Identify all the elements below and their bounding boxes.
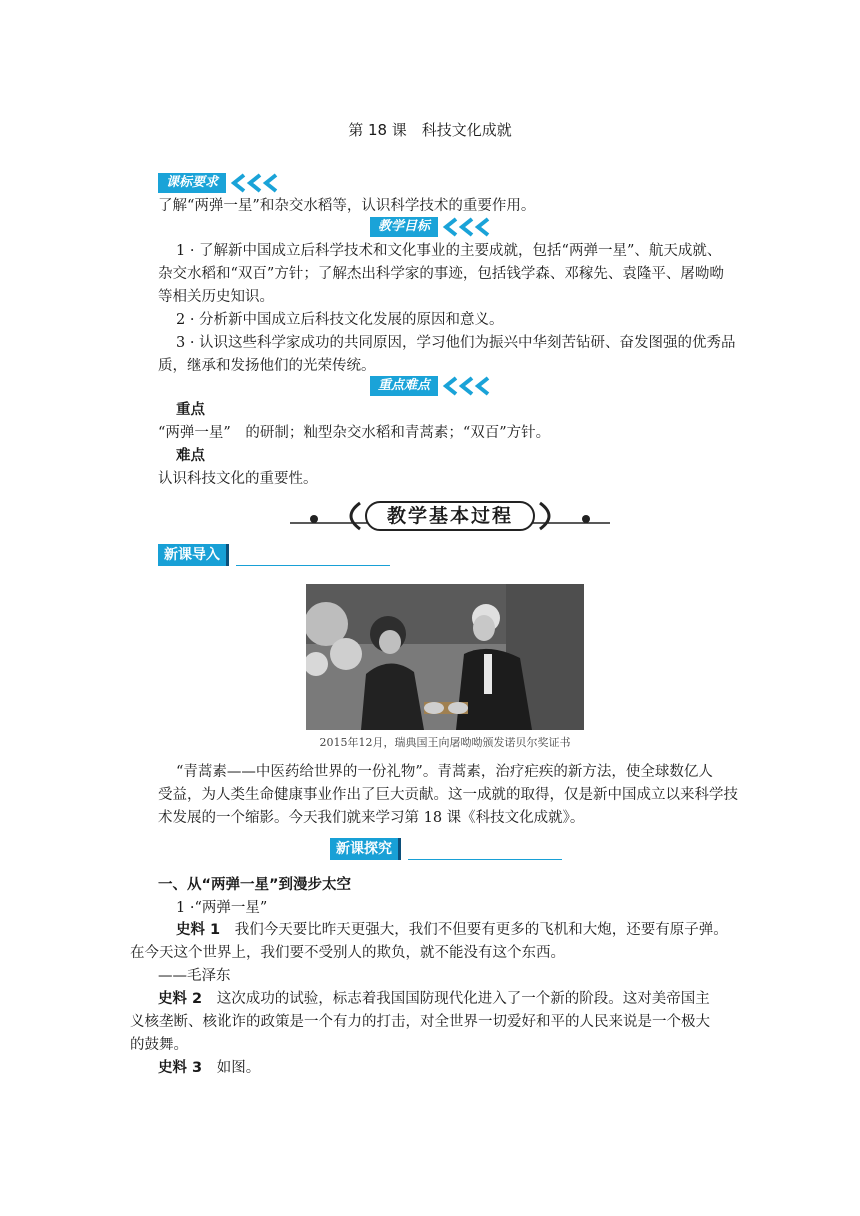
- source-3-line: [158, 1057, 260, 1079]
- section1-sub1: 1 ·“两弹一星”: [176, 900, 268, 916]
- source-2-line2: 义核垄断、核讹诈的政策是一个有力的打击，对全世界一切爱好和平的人民来说是一个极大: [130, 1014, 710, 1030]
- nandian-text: 认识科技文化的重要性。: [158, 471, 318, 487]
- source-3-label: 史料 3: [158, 1060, 203, 1076]
- tag-jiaoxue-mubiao: [370, 216, 502, 238]
- source-1-label: 史料 1: [176, 922, 221, 938]
- objective-1-line2: 杂交水稻和“双百”方针；了解杰出科学家的事迹，包括钱学森、邓稼先、袁隆平、屠呦呦: [158, 266, 724, 282]
- lesson-title: 第 18 课 科技文化成就: [348, 121, 512, 139]
- award-photo: [306, 584, 584, 730]
- source-2-text: 这次成功的试验，标志着我国国防现代化进入了一个新的阶段。这对美帝国主: [216, 991, 710, 1007]
- source-3-text: 如图。: [216, 1060, 261, 1076]
- tag-zhongdian-nandian: [370, 375, 502, 397]
- chevron-left-icon: [230, 173, 290, 193]
- process-banner: [290, 499, 610, 533]
- objective-3-line1: 3 · 认识这些科学家成功的共同原因，学习他们为振兴中华刻苦钻研、奋发图强的优秀品: [176, 335, 736, 351]
- award-photo-image: [306, 584, 584, 730]
- divider: [236, 565, 390, 566]
- source-1-author: ——毛泽东: [158, 968, 231, 984]
- source-2-label: 史料 2: [158, 991, 203, 1007]
- tag-kebiao-label: 课标要求: [158, 173, 226, 193]
- section-explore: [330, 838, 570, 864]
- source-2-line1: [158, 988, 710, 1010]
- section-intro-label: 新课导入: [158, 544, 229, 566]
- intro-line1: “青蒿素——中医药给世界的一份礼物”。青蒿素，治疗疟疾的新方法，使全球数亿人: [176, 764, 713, 780]
- intro-line3: 术发展的一个缩影。今天我们就来学习第 18 课《科技文化成就》。: [158, 810, 585, 826]
- objective-1-line1: 1 · 了解新中国成立后科学技术和文化事业的主要成就，包括“两弹一星”、航天成就、: [176, 243, 722, 259]
- source-2-line3: 的鼓舞。: [130, 1037, 188, 1053]
- source-1-text: 我们今天要比昨天更强大，我们不但要有更多的飞机和大炮，还要有原子弹。: [234, 922, 728, 938]
- tag-zhongdian-nandian-label: 重点难点: [370, 376, 438, 396]
- section-explore-label: 新课探究: [330, 838, 401, 860]
- tag-jiaoxue-mubiao-label: 教学目标: [370, 217, 438, 237]
- zhongdian-label: 重点: [176, 402, 205, 418]
- photo-caption: 2015年12月，瑞典国王向屠呦呦颁发诺贝尔奖证书: [319, 736, 571, 749]
- source-1-line2: 在今天这个世界上，我们要不受别人的欺负，就不能没有这个东西。: [130, 945, 565, 961]
- intro-line2: 受益，为人类生命健康事业作出了巨大贡献。这一成就的取得，仅是新中国成立以来科学技: [158, 787, 738, 803]
- tag-kebiao: [158, 172, 290, 194]
- chevron-left-icon: [442, 376, 502, 396]
- chevron-left-icon: [442, 217, 502, 237]
- nandian-label: 难点: [176, 448, 205, 464]
- objective-3-line2: 质，继承和发扬他们的光荣传统。: [158, 358, 376, 374]
- divider: [408, 859, 562, 860]
- section1-heading: 一、从“两弹一星”到漫步太空: [158, 877, 352, 893]
- kebiao-text: 了解“两弹一星”和杂交水稻等，认识科学技术的重要作用。: [158, 198, 536, 214]
- zhongdian-text: “两弹一星” 的研制；籼型杂交水稻和青蒿素；“双百”方针。: [158, 425, 551, 441]
- objective-1-line3: 等相关历史知识。: [158, 289, 274, 305]
- objective-2: 2 · 分析新中国成立后科技文化发展的原因和意义。: [176, 312, 504, 328]
- banner-title: 教学基本过程: [386, 505, 513, 527]
- source-1-line1: [176, 919, 728, 941]
- section-intro: [158, 544, 398, 570]
